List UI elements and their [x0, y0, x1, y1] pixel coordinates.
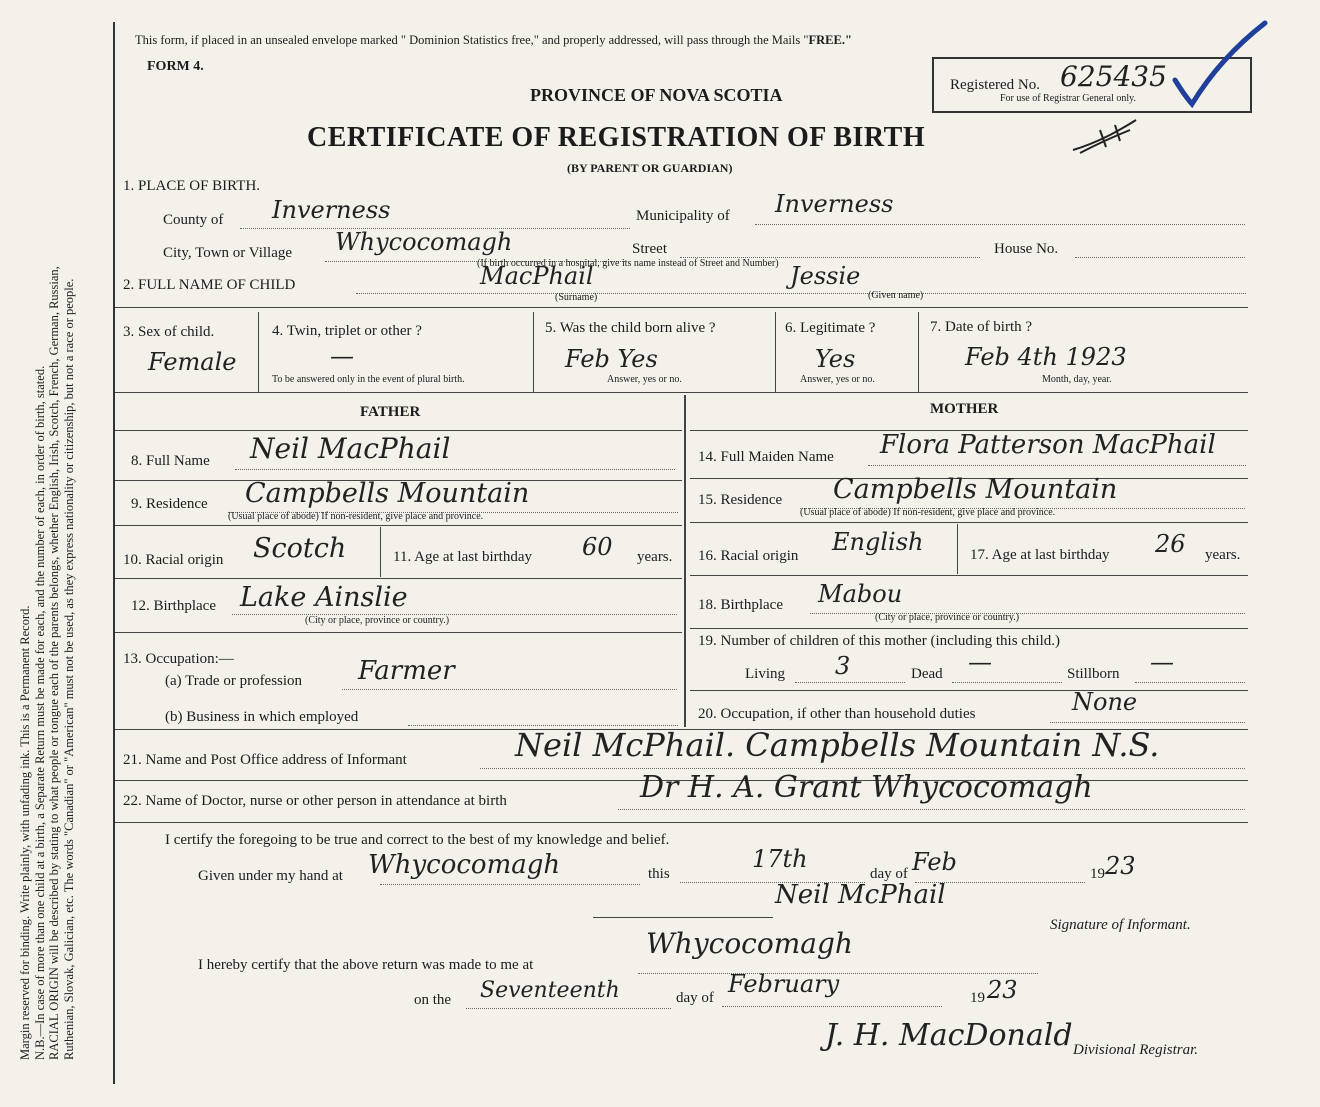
surname-note: (Surname)	[555, 292, 598, 303]
living-label: Living	[745, 666, 785, 682]
place-of-birth-label: 1. PLACE OF BIRTH.	[123, 178, 261, 194]
city-value: Whycocomagh	[335, 228, 513, 256]
father-residence-value: Campbells Mountain	[245, 478, 530, 509]
father-trade-value: Farmer	[358, 656, 455, 686]
living-value: 3	[835, 652, 851, 680]
mother-residence-label: 15. Residence	[698, 492, 783, 508]
born-alive-label: 5. Was the child born alive ?	[545, 320, 716, 336]
informant-signature: Neil McPhail	[775, 880, 946, 910]
stillborn-value: —	[1150, 648, 1174, 676]
legitimate-note: Answer, yes or no.	[800, 374, 875, 385]
certify-this-label: this	[648, 866, 670, 882]
registrar-place-value: Whycocomagh	[646, 927, 853, 960]
father-residence-label: 9. Residence	[131, 496, 208, 512]
father-birthplace-value: Lake Ainslie	[240, 582, 408, 613]
registered-label: Registered No.	[950, 77, 1040, 93]
registrar-title: Divisional Registrar.	[1073, 1042, 1199, 1058]
informant-signature-label: Signature of Informant.	[1050, 917, 1191, 933]
province-heading: PROVINCE OF NOVA SCOTIA	[530, 85, 783, 105]
scribble-mark-icon	[1070, 115, 1140, 160]
doctor-value: Dr H. A. Grant Whycocomagh	[640, 770, 1093, 805]
mother-racial-origin-label: 16. Racial origin	[698, 548, 799, 564]
county-value: Inverness	[272, 196, 391, 224]
certify-dayof-label: day of	[870, 866, 908, 882]
city-label: City, Town or Village	[163, 245, 293, 261]
registrar-year-value: 23	[987, 976, 1018, 1004]
child-surname: MacPhail	[480, 262, 594, 290]
mother-occupation-label: 20. Occupation, if other than household duties	[698, 706, 976, 722]
father-racial-origin-label: 10. Racial origin	[123, 552, 224, 568]
certify-day-value: 17th	[752, 845, 808, 873]
mother-occupation-value: None	[1072, 688, 1138, 716]
mother-age-value: 26	[1155, 530, 1186, 558]
registrar-year-prefix: 19	[970, 990, 985, 1006]
date-of-birth-value: Feb 4th 1923	[965, 343, 1127, 371]
father-heading: FATHER	[360, 404, 421, 420]
form-number: FORM 4.	[147, 59, 204, 74]
mother-years-label: years.	[1205, 547, 1241, 563]
mail-note: This form, if placed in an unsealed envelope marked " Dominion Statistics free," and properly addressed, will pass through the Mails "FREE."	[135, 33, 852, 47]
mother-residence-value: Campbells Mountain	[833, 474, 1118, 505]
father-name-value: Neil MacPhail	[250, 432, 451, 465]
stillborn-label: Stillborn	[1067, 666, 1120, 682]
registrar-on-label: on the	[414, 992, 452, 1008]
certify-place-value: Whycocomagh	[368, 850, 561, 880]
mother-residence-note: (Usual place of abode) If non-resident, give place and province.	[800, 507, 1056, 518]
child-given-name: Jessie	[790, 262, 861, 290]
certify-statement: I certify the foregoing to be true and correct to the best of my knowledge and belief.	[165, 832, 670, 848]
informant-value: Neil McPhail. Campbells Mountain N.S.	[515, 726, 1160, 764]
margin-line-1: Margin reserved for binding. Write plainly, with unfading ink. This is a Permanent Record.	[18, 605, 32, 1060]
mother-age-label: 17. Age at last birthday	[970, 547, 1110, 563]
margin-line-4: Ruthenian, Slovak, Galician, etc. The words "Canadian" or "American" must not be used, as they express nationality or citizenship, but not a race or people.	[61, 278, 76, 1060]
registrar-day-value: Seventeenth	[480, 978, 620, 1003]
born-alive-value: Feb Yes	[565, 345, 658, 373]
father-business-label: (b) Business in which employed	[165, 709, 359, 725]
check-mark-icon	[1170, 18, 1270, 108]
certify-year-value: 23	[1105, 852, 1136, 880]
father-name-label: 8. Full Name	[131, 453, 210, 469]
municipality-label: Municipality of	[636, 208, 730, 224]
twin-note: To be answered only in the event of plural birth.	[272, 374, 465, 385]
date-of-birth-note: Month, day, year.	[1042, 374, 1112, 385]
certify-month-value: Feb	[912, 848, 957, 876]
father-occupation-label: 13. Occupation:—	[123, 651, 234, 667]
father-trade-label: (a) Trade or profession	[165, 673, 303, 689]
registrar-dayof-label: day of	[676, 990, 714, 1006]
hospital-note: (If birth occurred in a hospital, give its name instead of Street and Number)	[477, 258, 779, 269]
margin-notes	[18, 20, 108, 1060]
born-alive-note: Answer, yes or no.	[607, 374, 682, 385]
dead-label: Dead	[911, 666, 943, 682]
father-age-value: 60	[582, 533, 613, 561]
father-age-label: 11. Age at last birthday	[393, 549, 532, 565]
municipality-value: Inverness	[775, 190, 894, 218]
given-under-hand-label: Given under my hand at	[198, 868, 343, 884]
registrar-use-note: For use of Registrar General only.	[1000, 93, 1136, 104]
given-name-note: (Given name)	[868, 290, 924, 301]
father-years-label: years.	[637, 549, 673, 565]
left-border	[113, 22, 115, 1084]
dead-value: —	[968, 648, 992, 676]
certificate-title: CERTIFICATE OF REGISTRATION OF BIRTH	[307, 122, 926, 153]
father-racial-origin-value: Scotch	[253, 533, 347, 564]
father-birthplace-label: 12. Birthplace	[131, 598, 216, 614]
street-label: Street	[632, 241, 667, 257]
twin-value: —	[330, 342, 354, 370]
house-number-label: House No.	[994, 241, 1059, 257]
mother-name-label: 14. Full Maiden Name	[698, 449, 834, 465]
legitimate-value: Yes	[815, 345, 856, 373]
certify-year-prefix: 19	[1090, 866, 1105, 882]
father-birthplace-note: (City or place, province or country.)	[305, 615, 450, 626]
twin-label: 4. Twin, triplet or other ?	[272, 323, 422, 339]
mother-children-label: 19. Number of children of this mother (including this child.)	[698, 633, 1061, 649]
mother-name-value: Flora Patterson MacPhail	[880, 430, 1216, 460]
registered-number: 625435	[1060, 60, 1167, 93]
mother-birthplace-note: (City or place, province or country.)	[875, 612, 1020, 623]
doctor-label: 22. Name of Doctor, nurse or other person in attendance at birth	[123, 793, 507, 809]
child-name-label: 2. FULL NAME OF CHILD	[123, 277, 296, 293]
sex-value: Female	[148, 348, 237, 376]
county-label: County of	[163, 212, 224, 228]
registrar-signature: J. H. MacDonald	[825, 1018, 1073, 1053]
registrar-month-value: February	[728, 970, 840, 998]
date-of-birth-label: 7. Date of birth ?	[930, 319, 1033, 335]
mother-birthplace-value: Mabou	[818, 580, 903, 608]
registrar-statement: I hereby certify that the above return was made to me at	[198, 957, 534, 973]
informant-label: 21. Name and Post Office address of Informant	[123, 752, 407, 768]
father-residence-note: (Usual place of abode) If non-resident, give place and province.	[228, 511, 484, 522]
legitimate-label: 6. Legitimate ?	[785, 320, 876, 336]
mother-birthplace-label: 18. Birthplace	[698, 597, 783, 613]
sex-label: 3. Sex of child.	[123, 324, 215, 340]
certificate-subtitle: (BY PARENT OR GUARDIAN)	[567, 161, 733, 175]
margin-line-3: RACIAL ORIGIN will be described by stating to what people or tongue each of the parents belongs, whether English, Irish, Scotch, French, German, Russian,	[47, 266, 61, 1060]
margin-line-2: N.B.—In case of more than one child at a birth, a Separate Return must be made for each, and the number of each, in order of birth, stated.	[32, 365, 47, 1060]
mother-racial-origin-value: English	[832, 528, 924, 556]
mother-heading: MOTHER	[930, 401, 999, 417]
